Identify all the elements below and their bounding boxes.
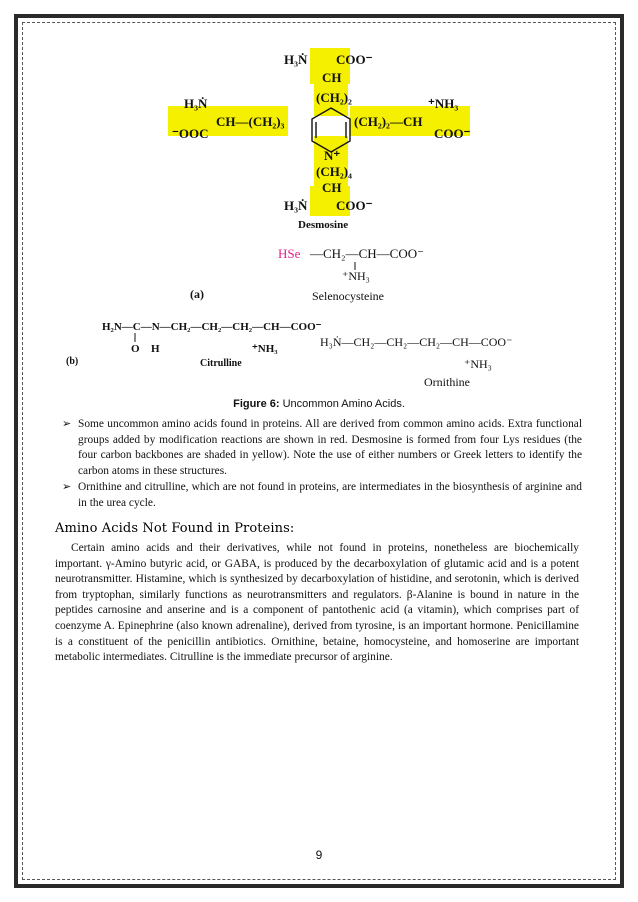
ornithine-name: Ornithine: [424, 375, 470, 389]
selenocysteine-nh3: ⁺NH₃: [342, 269, 370, 283]
figure-caption: [0, 398, 638, 410]
bullet-arrow-icon: ➢: [62, 418, 72, 430]
ornithine-nh3: ⁺NH₃: [464, 357, 492, 371]
desmosine-bottom-chain: (CH₂)₄: [316, 164, 352, 179]
desmosine-left-chain: CH—(CH₂)₃: [216, 114, 285, 129]
bullet-item: [62, 480, 582, 511]
bullet-text: Ornithine and citrulline, which are not found in proteins, are intermediates in the biosynthesis of arginine and in the urea cycle.: [78, 481, 582, 509]
figure-amino-acids: [66, 26, 558, 396]
figure-svg: [66, 26, 558, 396]
label-a: (a): [190, 287, 204, 301]
desmosine-bottom-h3n: H₃Ṅ: [284, 198, 308, 213]
desmosine-top-coo: COO⁻: [336, 52, 373, 67]
desmosine-ring-n: N⁺: [324, 148, 341, 163]
section-heading: Amino Acids Not Found in Proteins:: [55, 521, 295, 536]
bullet-text: Some uncommon amino acids found in proteins. All are derived from common amino acids. Extra functional groups added by modification reactions are shown in red. Desmosine is formed from four Lys residues (the four carbon backbones are shaded in yellow). Note the use of either numbers or Greek letters to identify the carbon atoms in these structures.: [78, 418, 582, 477]
caption-label: Figure 6:: [233, 398, 280, 410]
citrulline-nh3: ⁺NH₃: [252, 343, 278, 355]
label-b: (b): [66, 356, 79, 367]
desmosine-top-h3n: H₃Ṅ: [284, 52, 308, 67]
citrulline-name: Citrulline: [200, 358, 242, 369]
body-paragraph: Certain amino acids and their derivatives, while not found in proteins, nonetheless are biochemically important. γ-Amino butyric acid, or GABA, is produced by the decarboxylation of glutamic acid and is a potent neurotransmitter. Histamine, which is synthesized by decarboxylation of histidine, and serotonin, which is derived from tryptophan, similarly functions as neurotransmitters and regulators. β-Alanine is bound in nature in the peptides carnosine and anserine and is a component of pantothenic acid (a vitamin), which comprises part of coenzyme A. Epinephrine (also known adrenaline), derived from tyrosine, is an important hormone. Penicillamine is a constituent of the penicillin antibiotics. Ornithine, betaine, homocysteine, and homoserine are important metabolic intermediates. Citrulline is the immediate precursor of arginine.: [55, 542, 579, 664]
bullet-arrow-icon: ➢: [62, 481, 72, 494]
desmosine-top-chain: (CH₂)₂: [316, 90, 352, 105]
selenocysteine-hse: HSe: [278, 246, 301, 261]
selenocysteine-name: Selenocysteine: [312, 289, 384, 303]
desmosine-top-ch: CH: [322, 70, 342, 85]
citrulline-sub-h: H: [151, 343, 160, 355]
ornithine-formula: H₃Ṅ—CH₂—CH₂—CH₂—CH—COO⁻: [320, 335, 513, 349]
desmosine-right-nh3: ⁺NH₃: [428, 96, 459, 111]
desmosine-right-coo: COO⁻: [434, 126, 471, 141]
desmosine-left-ooc: ⁻OOC: [172, 126, 209, 141]
desmosine-bottom-ch: CH: [322, 180, 342, 195]
desmosine-left-h3n: H₃Ṅ: [184, 96, 208, 111]
desmosine-name: Desmosine: [298, 219, 349, 231]
selenocysteine-chain: —CH₂—CH—COO⁻: [310, 246, 424, 261]
citrulline-formula: H₂N—C—N—CH₂—CH₂—CH₂—CH—COO⁻: [102, 321, 322, 333]
caption-text: Uncommon Amino Acids.: [279, 398, 405, 410]
citrulline-sub-o: O: [131, 343, 140, 355]
desmosine-bottom-coo: COO⁻: [336, 198, 373, 213]
bullet-item: [62, 417, 582, 479]
desmosine-right-chain: (CH₂)₂—CH: [354, 114, 423, 129]
desmosine-highlights: [168, 48, 470, 216]
page-number: 9: [315, 848, 323, 862]
bullet-list: [62, 417, 582, 513]
